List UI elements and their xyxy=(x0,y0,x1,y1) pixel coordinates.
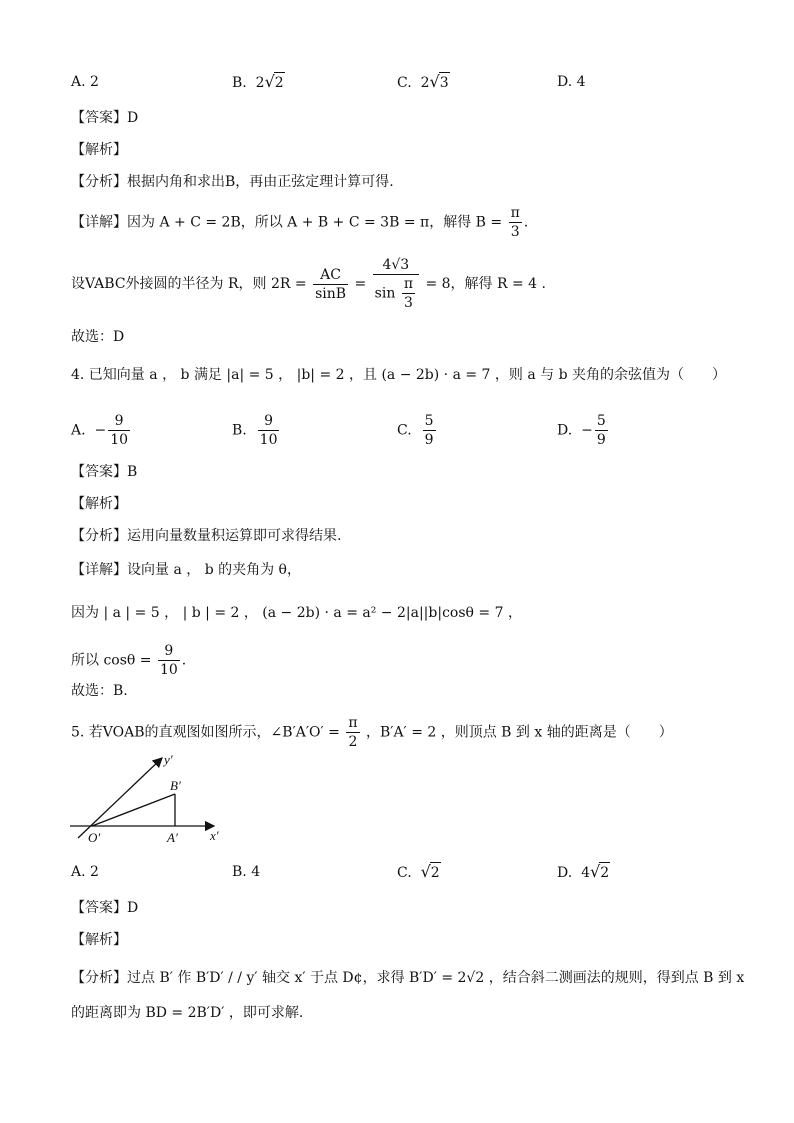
q5-option-b: B. 4 xyxy=(232,864,261,880)
q3-choose: 故选：D xyxy=(71,329,125,345)
q3-circumradius: 设VABC外接圆的半径为 R，则 2R = $\frac{AC}{\sin B}$ = 4√3 sin $\frac{\pi}{3}$ = 8，解得 R = 4 . xyxy=(71,257,546,311)
q3-option-d: D. 4 xyxy=(557,74,586,90)
q5-figure xyxy=(66,748,236,848)
q3-answer: 【答案】D xyxy=(71,110,139,126)
q4-answer: 【答案】B xyxy=(71,464,138,480)
q4-choose: 故选：B. xyxy=(71,683,128,699)
q4-analysis-summary: 【分析】运用向量数量积运算即可求得结果. xyxy=(71,528,342,544)
q4-option-a: A. − $\frac{9}{10}$ xyxy=(71,413,129,448)
q4-because: 因为 | a | = 5 ， | b | = 2 ， (a − 2b) · a = a² − 2|a||b|cosθ = 7 ， xyxy=(71,605,522,621)
point-b-label: B′ xyxy=(170,778,181,793)
q3-option-b: B. 2√2 xyxy=(232,72,284,91)
q5-analysis-line2: 的距离即为 BD = 2B′D′ ，即可求解. xyxy=(71,1005,304,1021)
q3-detail: 【详解】因为 A + C = 2B，所以 A + B + C = 3B = π，解得 B = $\frac{\pi}{3}$ . xyxy=(71,205,529,240)
x-axis-label: x′ xyxy=(210,828,219,843)
q4-option-d: D. − $\frac{5}{9}$ xyxy=(557,413,606,448)
q4-option-b: B. $\frac{9}{10}$ xyxy=(232,413,278,448)
y-axis-label: y′ xyxy=(164,752,173,767)
q5-option-c: C. √2 xyxy=(397,862,440,881)
q4-analysis-tag: 【解析】 xyxy=(71,496,127,512)
point-o-label: O′ xyxy=(88,830,101,845)
q5-option-d: D. 4√2 xyxy=(557,862,610,881)
q3-option-a: A. 2 xyxy=(71,74,99,90)
q5-option-a: A. 2 xyxy=(71,864,99,880)
q5-analysis-tag: 【解析】 xyxy=(71,932,127,948)
point-a-label: A′ xyxy=(167,830,178,845)
q5-answer: 【答案】D xyxy=(71,900,139,916)
q4-stem: 4. 已知向量 a ， b 满足 |a| = 5 ， |b| = 2 ，且 (a − 2b) · a = 7 ，则 a 与 b 夹角的余弦值为（ ） xyxy=(71,367,727,383)
q3-option-c: C. 2√3 xyxy=(397,72,449,91)
q4-detail: 【详解】设向量 a ， b 的夹角为 θ， xyxy=(71,562,301,578)
q5-stem: 5. 若VOAB的直观图如图所示，∠B′A′O′ = $\frac{\pi}{2}$ ，B′A′ = 2 ，则顶点 B 到 x 轴的距离是（ ） xyxy=(71,715,673,750)
q3-analysis-tag: 【解析】 xyxy=(71,142,127,158)
segment-ob xyxy=(92,794,175,826)
q3-analysis-summary: 【分析】根据内角和求出B，再由正弦定理计算可得. xyxy=(71,174,394,190)
q4-option-c: C. $\frac{5}{9}$ xyxy=(397,413,434,448)
q5-analysis-line1: 【分析】过点 B′ 作 B′D′ / / y′ 轴交 x′ 于点 D¢，求得 B′D′ = 2√2 ，结合斜二测画法的规则，得到点 B 到 x xyxy=(71,970,745,986)
q4-so: 所以 cosθ = $\frac{9}{10}$ . xyxy=(71,643,187,678)
